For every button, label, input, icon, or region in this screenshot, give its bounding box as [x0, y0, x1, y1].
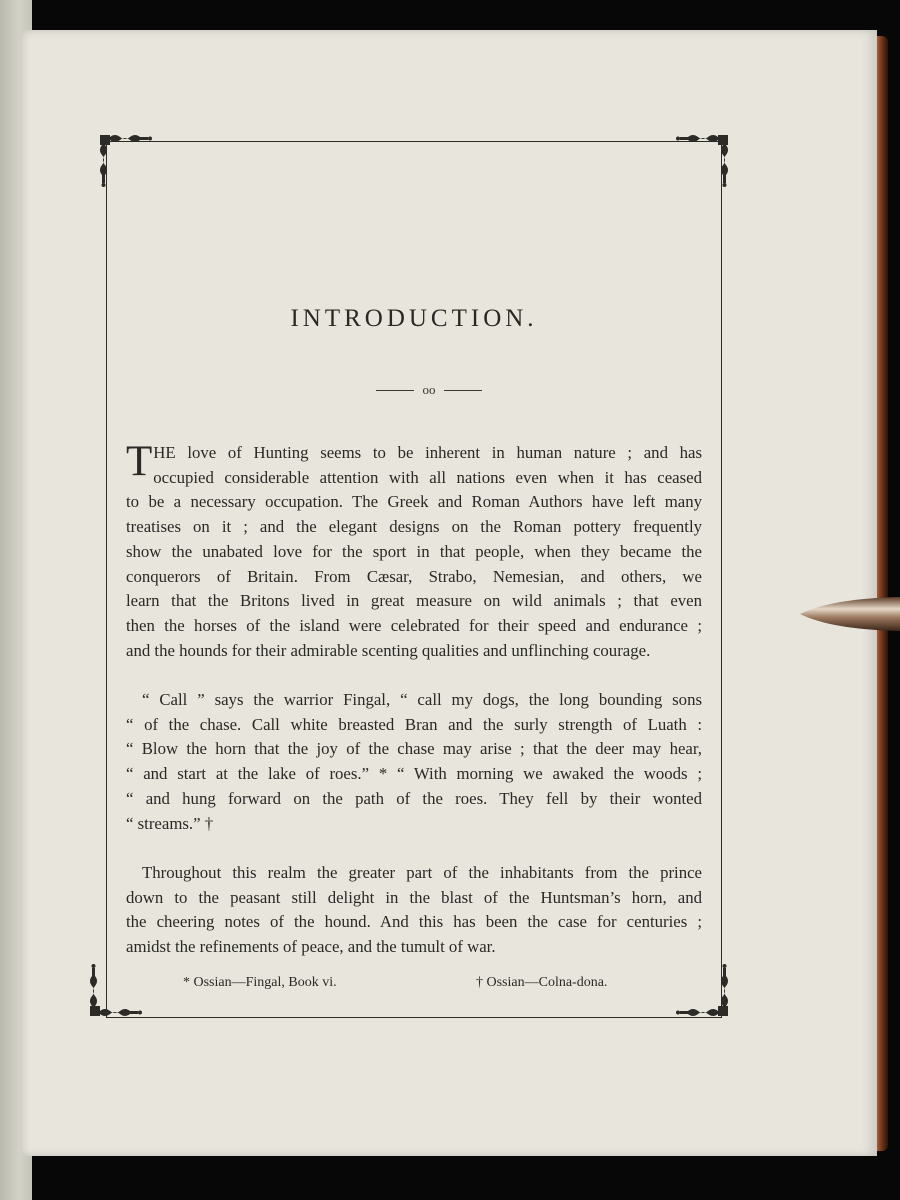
corner-ornament-icon [86, 964, 142, 1020]
text-line: amidst the refinements of peace, and the tumult of war. [126, 937, 496, 957]
corner-ornament-icon [676, 964, 732, 1020]
footnote-colna-dona: † Ossian—Colna-dona. [476, 975, 608, 990]
corner-ornament-icon [96, 131, 152, 187]
paragraph-closing [126, 861, 702, 960]
text-line: “ of the chase. Call white breasted Bran and the surly strength of Luath : [126, 714, 702, 734]
text-line: and the hounds for their admirable scenting qualities and unflinching courage. [126, 640, 651, 660]
drop-cap: T [126, 438, 153, 485]
footnote-fingal: * Ossian—Fingal, Book vi. [183, 975, 337, 990]
text-line: “ Blow the horn that the joy of the chase may arise ; that the deer may hear, [126, 739, 702, 759]
page-title: INTRODUCTION. [290, 305, 538, 332]
text-line: “ and start at the lake of roes.” * “ With morning we awaked the woods ; [126, 764, 702, 784]
text-line: “ Call ” says the warrior Fingal, “ call my dogs, the long bounding sons [142, 690, 702, 709]
text-line: Throughout this realm the greater part of the inhabitants from the prince [142, 863, 702, 882]
bookmark-pointer [800, 594, 900, 634]
text-line: “ and hung forward on the path of the roes. They fell by their wonted [126, 788, 702, 808]
text-line: treatises on it ; and the elegant designs on the Roman pottery frequently [126, 517, 702, 537]
corner-ornament-icon [676, 131, 732, 187]
text-line: down to the peasant still delight in the blast of the Huntsman’s horn, and [126, 887, 702, 907]
paragraph-quotation [126, 688, 702, 836]
text-line: learn that the Britons lived in great measure on wild animals ; that even [126, 591, 702, 611]
section-divider [374, 382, 484, 398]
divider-line [444, 390, 482, 391]
text-line: to be a necessary occupation. The Greek and Roman Authors have left many [126, 492, 702, 512]
divider-ornament: oo [422, 382, 436, 397]
text-line: the cheering notes of the hound. And this has been the case for centuries ; [126, 912, 702, 932]
text-line: conquerors of Britain. From Cæsar, Strabo, Nemesian, and others, we [126, 566, 702, 586]
paragraph-opening [126, 438, 702, 663]
text-line: occupied considerable attention with all nations even when it has ceased [153, 467, 702, 487]
text-line: show the unabated love for the sport in that people, when they became the [126, 541, 702, 561]
text-line: HE love of Hunting seems to be inherent in human nature ; and has [153, 443, 702, 462]
text-line: then the horses of the island were celebrated for their speed and endurance ; [126, 615, 702, 635]
divider-line [376, 390, 414, 391]
text-line: “ streams.” † [126, 813, 214, 833]
